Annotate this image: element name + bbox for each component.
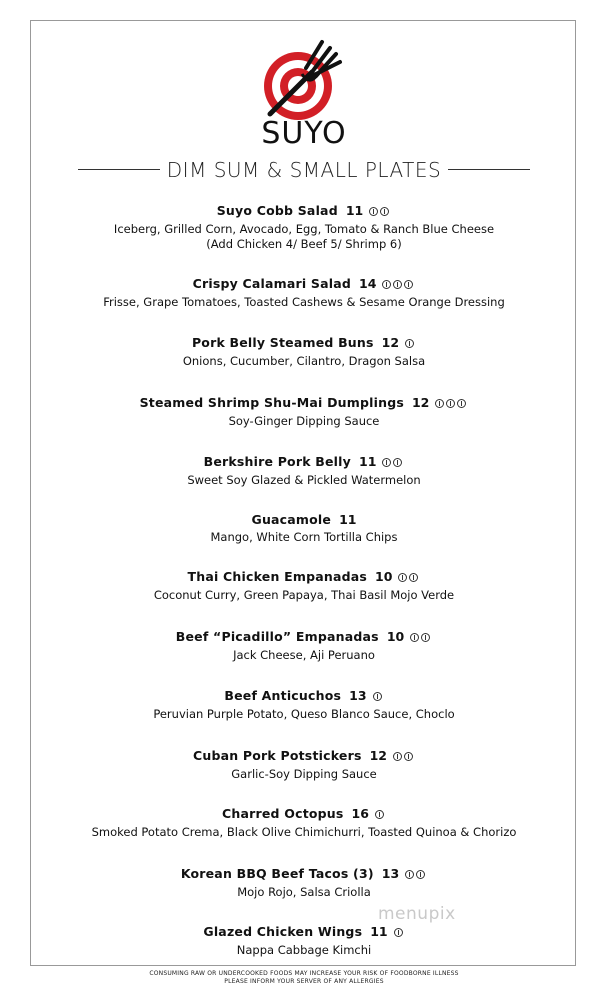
section-title: DIM SUM & SMALL PLATES — [166, 158, 442, 182]
item-description: Peruvian Purple Potato, Queso Blanco Sauce, Choclo — [153, 707, 455, 721]
item-price: 16 — [351, 806, 369, 821]
dietary-icon — [393, 752, 402, 761]
menu-item — [0, 273, 608, 310]
dietary-icon — [382, 458, 391, 467]
item-name: Korean BBQ Beef Tacos (3) — [180, 866, 374, 881]
dietary-icons — [398, 567, 420, 586]
item-name: Crispy Calamari Salad — [192, 276, 351, 291]
dietary-icon — [404, 752, 413, 761]
dietary-icon — [380, 207, 389, 216]
dietary-icon — [369, 207, 378, 216]
item-description: Soy-Ginger Dipping Sauce — [228, 414, 380, 428]
item-name: Beef “Picadillo” Empanadas — [175, 629, 379, 644]
dietary-icon — [404, 280, 413, 289]
menu-item — [0, 332, 608, 369]
dietary-icons — [393, 746, 415, 765]
item-name: Berkshire Pork Belly — [203, 454, 351, 469]
menu-item — [0, 745, 608, 782]
dietary-icon — [416, 870, 425, 879]
dietary-icons — [405, 864, 427, 883]
menu-item — [0, 863, 608, 900]
menu-item — [0, 685, 608, 722]
dietary-icon — [405, 339, 414, 348]
dietary-icons — [435, 393, 468, 412]
item-name: Steamed Shrimp Shu-Mai Dumplings — [139, 395, 404, 410]
item-description: Smoked Potato Crema, Black Olive Chimichurri, Toasted Quinoa & Chorizo — [91, 825, 517, 839]
dietary-icons — [410, 627, 432, 646]
menu-item — [0, 626, 608, 663]
item-description: Coconut Curry, Green Papaya, Thai Basil Mojo Verde — [153, 588, 455, 602]
item-price: 13 — [349, 688, 367, 703]
item-price: 10 — [386, 629, 405, 644]
item-name: Pork Belly Steamed Buns — [191, 335, 374, 350]
dietary-icon — [375, 810, 384, 819]
fork-target-logo — [256, 38, 352, 122]
menu-item — [0, 921, 608, 958]
dietary-icon — [394, 928, 403, 937]
dietary-icon — [382, 280, 391, 289]
item-name: Glazed Chicken Wings — [203, 924, 363, 939]
item-price: 11 — [339, 512, 357, 527]
menu-item — [0, 566, 608, 603]
dietary-icons — [382, 274, 415, 293]
item-name: Guacamole — [251, 512, 332, 527]
menu-item — [0, 392, 608, 429]
dietary-icon — [393, 280, 402, 289]
dietary-icons — [405, 333, 416, 352]
item-description: Iceberg, Grilled Corn, Avocado, Egg, Tomato & Ranch Blue Cheese — [113, 222, 495, 236]
menupix-watermark: menupix — [378, 904, 456, 924]
item-add-ons: (Add Chicken 4/ Beef 5/ Shrimp 6) — [206, 237, 402, 251]
item-description: Garlic-Soy Dipping Sauce — [231, 767, 377, 781]
item-description: Jack Cheese, Aji Peruano — [233, 648, 375, 662]
item-price: 11 — [345, 203, 364, 218]
item-price: 10 — [375, 569, 393, 584]
dietary-icons — [369, 201, 391, 220]
allergy-disclaimer — [0, 970, 608, 986]
dietary-icon — [410, 633, 419, 642]
dietary-icon — [421, 633, 430, 642]
dietary-icons — [375, 804, 386, 823]
item-description: Onions, Cucumber, Cilantro, Dragon Salsa — [182, 354, 426, 368]
dietary-icon — [409, 573, 418, 582]
dietary-icon — [435, 399, 444, 408]
item-price: 11 — [359, 454, 377, 469]
dietary-icon — [373, 692, 382, 701]
item-description: Frisse, Grape Tomatoes, Toasted Cashews & Sesame Orange Dressing — [103, 295, 505, 309]
menu-item — [0, 803, 608, 840]
item-description: Mango, White Corn Tortilla Chips — [210, 530, 398, 544]
item-name: Beef Anticuchos — [224, 688, 342, 703]
item-price: 14 — [359, 276, 377, 291]
item-name: Suyo Cobb Salad — [216, 203, 338, 218]
menu-item — [0, 451, 608, 488]
dietary-icons — [373, 686, 384, 705]
item-name: Thai Chicken Empanadas — [187, 569, 368, 584]
dietary-icons — [382, 452, 404, 471]
disclaimer-line-1: CONSUMING RAW OR UNDERCOOKED FOODS MAY INCREASE YOUR RISK OF FOODBORNE ILLNESS — [149, 970, 459, 977]
item-price: 12 — [381, 335, 400, 350]
menu-item — [0, 509, 608, 545]
dietary-icons — [394, 922, 405, 941]
item-price: 12 — [369, 748, 387, 763]
dietary-icon — [457, 399, 466, 408]
item-description: Nappa Cabbage Kimchi — [236, 943, 372, 957]
brand-name: SUYO — [261, 116, 347, 151]
section-rule-right — [448, 169, 530, 170]
item-price: 11 — [370, 924, 388, 939]
disclaimer-line-2: PLEASE INFORM YOUR SERVER OF ANY ALLERGIES — [224, 978, 384, 985]
item-name: Cuban Pork Potstickers — [193, 748, 362, 763]
dietary-icon — [446, 399, 455, 408]
item-price: 13 — [381, 866, 400, 881]
item-name: Charred Octopus — [222, 806, 344, 821]
menu-item — [0, 200, 608, 252]
dietary-icon — [393, 458, 402, 467]
dietary-icon — [405, 870, 414, 879]
item-price: 12 — [411, 395, 430, 410]
dietary-icon — [398, 573, 407, 582]
item-description: Sweet Soy Glazed & Pickled Watermelon — [187, 473, 421, 487]
item-description: Mojo Rojo, Salsa Criolla — [237, 885, 371, 899]
